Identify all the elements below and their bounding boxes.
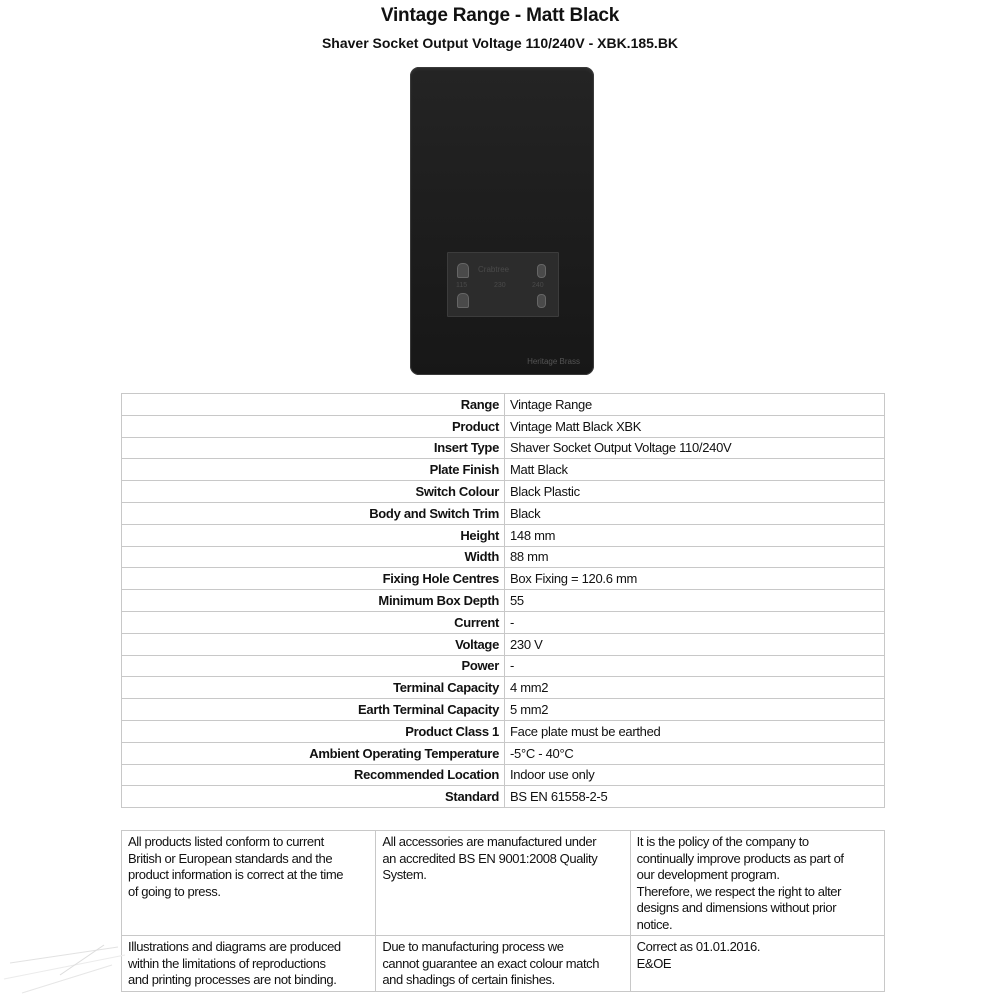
- spec-label: Product Class 1: [122, 720, 505, 742]
- notes-line: notice.: [636, 916, 673, 932]
- product-image: [410, 67, 594, 375]
- notes-line: Correct as 01.01.2016.: [636, 939, 761, 954]
- spec-row: [122, 415, 885, 437]
- insert-brand-text: Crabtree: [478, 265, 510, 274]
- notes-line: cannot guarantee an exact colour match: [382, 955, 600, 971]
- notes-cell: [630, 936, 884, 992]
- spec-value: 55: [505, 590, 885, 612]
- spec-row: [122, 742, 885, 764]
- spec-value: Face plate must be earthed: [505, 720, 885, 742]
- spec-label: Width: [122, 546, 505, 568]
- notes-line: of going to press.: [128, 883, 221, 899]
- spec-label: Terminal Capacity: [122, 677, 505, 699]
- spec-value: 88 mm: [505, 546, 885, 568]
- spec-label: Insert Type: [122, 437, 505, 459]
- insert-voltage-text: 230: [494, 282, 506, 289]
- notes-line: product information is correct at the time: [128, 867, 344, 882]
- notes-line: and shadings of certain finishes.: [382, 972, 555, 987]
- notes-line: System.: [382, 867, 427, 882]
- spec-row: [122, 590, 885, 612]
- spec-value: BS EN 61558-2-5: [505, 786, 885, 808]
- spec-label: Range: [122, 394, 505, 416]
- maker-mark: Heritage Brass: [527, 357, 580, 366]
- spec-label: Standard: [122, 786, 505, 808]
- spec-label: Current: [122, 611, 505, 633]
- spec-value: Vintage Matt Black XBK: [505, 415, 885, 437]
- notes-cell: [122, 831, 376, 936]
- spec-row: [122, 633, 885, 655]
- notes-row: [122, 936, 885, 992]
- notes-cell: [376, 936, 630, 992]
- notes-line: an accredited BS EN 9001:2008 Quality: [382, 850, 598, 866]
- spec-label: Earth Terminal Capacity: [122, 699, 505, 721]
- decorative-lines: [0, 935, 130, 1000]
- spec-row: [122, 459, 885, 481]
- spec-row: [122, 655, 885, 677]
- notes-line: within the limitations of reproductions: [128, 955, 326, 971]
- spec-row: [122, 502, 885, 524]
- notes-line: and printing processes are not binding.: [128, 972, 337, 987]
- notes-table: [121, 830, 885, 992]
- spec-value: Black: [505, 502, 885, 524]
- notes-line: our development program.: [636, 867, 780, 882]
- page-subtitle: Shaver Socket Output Voltage 110/240V - XBK.185.BK: [321, 35, 679, 51]
- spec-value: 230 V: [505, 633, 885, 655]
- socket-pin-icon: [457, 263, 469, 278]
- notes-line: E&OE: [636, 955, 672, 971]
- notes-line: All products listed conform to current: [128, 834, 324, 849]
- notes-line: continually improve products as part of: [636, 850, 844, 866]
- shaver-socket-insert: [447, 252, 559, 317]
- spec-row: [122, 546, 885, 568]
- spec-label: Body and Switch Trim: [122, 502, 505, 524]
- socket-pin-icon: [457, 293, 469, 308]
- socket-pin-icon: [537, 294, 546, 308]
- notes-line: It is the policy of the company to: [636, 834, 809, 849]
- spec-label: Recommended Location: [122, 764, 505, 786]
- spec-label: Plate Finish: [122, 459, 505, 481]
- spec-value: 148 mm: [505, 524, 885, 546]
- spec-table: [121, 393, 885, 808]
- spec-value: 5 mm2: [505, 699, 885, 721]
- spec-label: Switch Colour: [122, 481, 505, 503]
- spec-label: Height: [122, 524, 505, 546]
- spec-value: Indoor use only: [505, 764, 885, 786]
- spec-value: Box Fixing = 120.6 mm: [505, 568, 885, 590]
- notes-line: All accessories are manufactured under: [382, 834, 597, 849]
- spec-label: Minimum Box Depth: [122, 590, 505, 612]
- spec-row: [122, 699, 885, 721]
- spec-value: Matt Black: [505, 459, 885, 481]
- spec-value: -: [505, 655, 885, 677]
- spec-row: [122, 786, 885, 808]
- notes-line: Due to manufacturing process we: [382, 939, 564, 954]
- spec-row: [122, 437, 885, 459]
- notes-cell: [376, 831, 630, 936]
- spec-value: -: [505, 611, 885, 633]
- notes-line: designs and dimensions without prior: [636, 900, 837, 915]
- notes-line: Illustrations and diagrams are produced: [128, 939, 341, 954]
- spec-label: Fixing Hole Centres: [122, 568, 505, 590]
- page-title: Vintage Range - Matt Black: [380, 5, 620, 26]
- socket-pin-icon: [537, 264, 546, 278]
- spec-value: -5°C - 40°C: [505, 742, 885, 764]
- notes-row: [122, 831, 885, 936]
- spec-row: [122, 611, 885, 633]
- spec-value: Shaver Socket Output Voltage 110/240V: [505, 437, 885, 459]
- insert-voltage-text: 240: [532, 282, 544, 289]
- spec-label: Ambient Operating Temperature: [122, 742, 505, 764]
- spec-row: [122, 481, 885, 503]
- spec-row: [122, 524, 885, 546]
- notes-cell: [122, 936, 376, 992]
- spec-row: [122, 720, 885, 742]
- spec-value: Vintage Range: [505, 394, 885, 416]
- notes-line: British or European standards and the: [128, 850, 333, 866]
- spec-row: [122, 764, 885, 786]
- spec-label: Voltage: [122, 633, 505, 655]
- notes-cell: [630, 831, 884, 936]
- spec-label: Product: [122, 415, 505, 437]
- spec-value: 4 mm2: [505, 677, 885, 699]
- insert-voltage-text: 115: [456, 282, 468, 289]
- spec-row: [122, 677, 885, 699]
- spec-value: Black Plastic: [505, 481, 885, 503]
- notes-line: Therefore, we respect the right to alter: [636, 883, 842, 899]
- spec-row: [122, 394, 885, 416]
- spec-row: [122, 568, 885, 590]
- spec-label: Power: [122, 655, 505, 677]
